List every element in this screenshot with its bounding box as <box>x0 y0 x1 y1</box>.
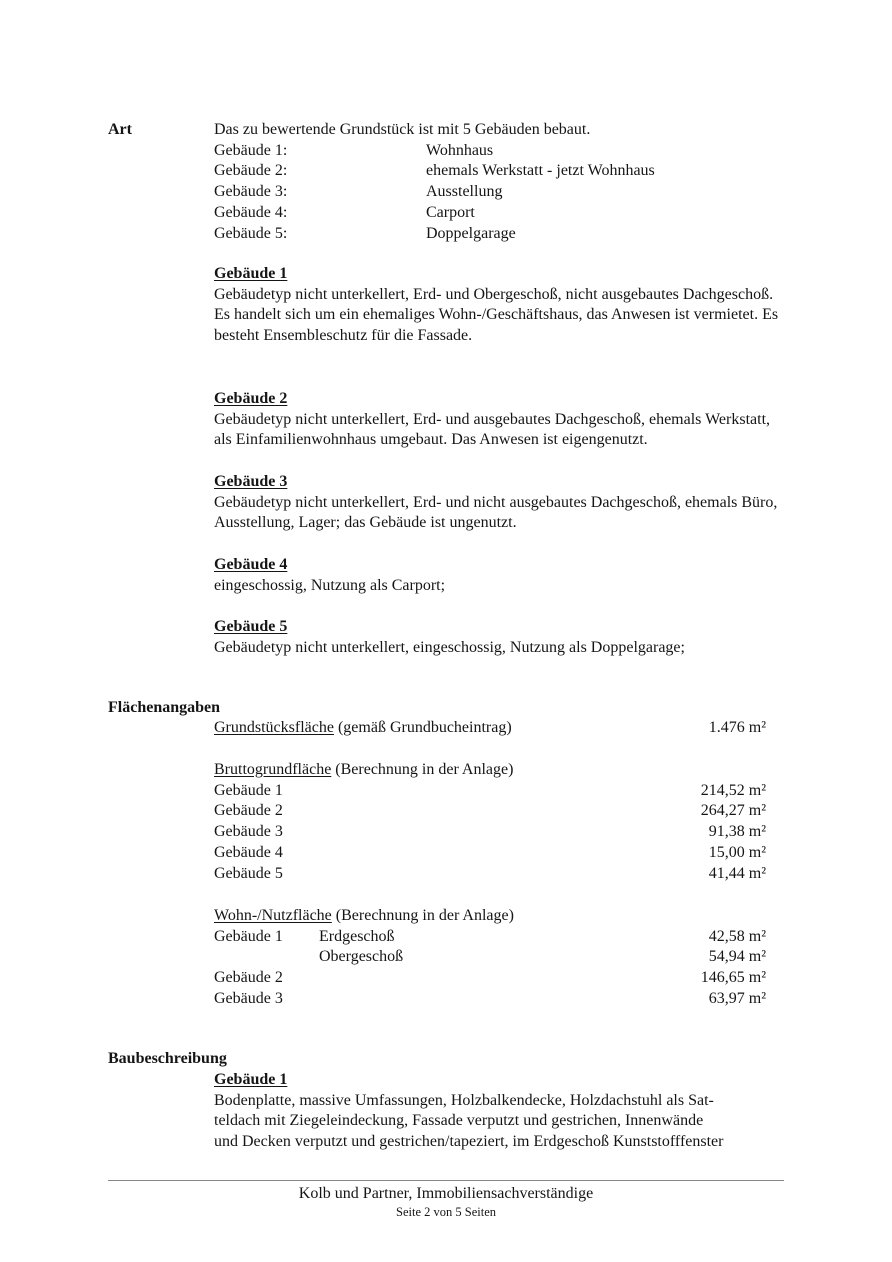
baubeschreibung-line: und Decken verputzt und gestrichen/tapeziert, im Erdgeschoß Kunststofffenster <box>214 1133 724 1150</box>
building-name: Gebäude 5: <box>214 225 288 242</box>
baubeschreibung-line: Bodenplatte, massive Umfassungen, Holzbalkendecke, Holzdachstuhl als Sat- <box>214 1092 714 1109</box>
table-row-value: 91,38 m² <box>708 823 766 840</box>
building-name: Gebäude 4: <box>214 204 288 221</box>
table-row-value: 63,97 m² <box>708 990 766 1007</box>
baubeschreibung-line: teldach mit Ziegeleindeckung, Fassade verputzt und gestrichen, Innenwände <box>214 1112 704 1129</box>
art-intro: Das zu bewertende Grundstück ist mit 5 Gebäuden bebaut. <box>214 121 591 138</box>
wohn-title-rest: (Berechnung in der Anlage) <box>331 907 514 924</box>
building-name: Gebäude 3: <box>214 183 288 200</box>
table-row-name: Gebäude 2 <box>214 969 283 986</box>
footer-page-number: Seite 2 von 5 Seiten <box>396 1205 496 1219</box>
table-row-floor: Erdgeschoß <box>319 928 395 945</box>
building-use: ehemals Werkstatt - jetzt Wohnhaus <box>426 162 655 179</box>
table-row-value: 264,27 m² <box>700 802 766 819</box>
table-row-value: 214,52 m² <box>700 782 766 799</box>
building-detail <box>214 555 786 596</box>
section-label-flaechen: Flächenangaben <box>108 699 221 716</box>
building-use: Carport <box>426 204 475 221</box>
grundstueck-label-underlined: Grundstücksfläche <box>214 719 334 736</box>
building-detail-title: Gebäude 3 <box>214 473 288 490</box>
grundstueck-value: 1.476 m² <box>708 719 766 736</box>
building-detail-title: Gebäude 1 <box>214 265 288 282</box>
table-row-name: Gebäude 3 <box>214 823 283 840</box>
table-row-name: Gebäude 1 <box>214 928 283 945</box>
grundstueck-label <box>214 717 512 738</box>
footer-company: Kolb und Partner, Immobiliensachverständige <box>298 1185 594 1202</box>
building-detail-title: Gebäude 4 <box>214 556 288 573</box>
grundstueck-label-rest: (gemäß Grundbucheintrag) <box>333 719 512 736</box>
wohn-title-underlined: Wohn-/Nutzfläche <box>214 907 332 924</box>
building-detail-text: Gebäudetyp nicht unterkellert, Erd- und ausgebautes Dachgeschoß, ehemals Werkstatt, als Einfamilienwohnhaus umgebaut. Das Anwesen ist eigengenutzt. <box>214 410 771 448</box>
building-detail <box>214 472 786 534</box>
building-detail <box>214 617 786 658</box>
table-row-name: Gebäude 5 <box>214 865 283 882</box>
baubeschreibung-title: Gebäude 1 <box>214 1071 288 1088</box>
building-name: Gebäude 2: <box>214 162 288 179</box>
table-row-value: 146,65 m² <box>700 969 766 986</box>
table-row-name: Gebäude 4 <box>214 844 283 861</box>
table-row-value: 41,44 m² <box>708 865 766 882</box>
building-detail-title: Gebäude 5 <box>214 618 288 635</box>
section-label-art: Art <box>108 121 132 138</box>
building-detail-text: Gebäudetyp nicht unterkellert, eingeschossig, Nutzung als Doppelgarage; <box>214 638 685 656</box>
brutto-title-underlined: Bruttogrundfläche <box>214 761 332 778</box>
brutto-title-rest: (Berechnung in der Anlage) <box>331 761 514 778</box>
building-use: Ausstellung <box>426 183 503 200</box>
building-use: Wohnhaus <box>426 142 494 159</box>
building-use: Doppelgarage <box>426 225 516 242</box>
table-row-name: Gebäude 1 <box>214 782 283 799</box>
table-row-name: Gebäude 2 <box>214 802 283 819</box>
table-row-value: 15,00 m² <box>708 844 766 861</box>
building-name: Gebäude 1: <box>214 142 288 159</box>
table-row-floor: Obergeschoß <box>319 948 404 965</box>
building-detail-text: eingeschossig, Nutzung als Carport; <box>214 576 446 594</box>
brutto-title <box>214 759 513 780</box>
table-row-value: 42,58 m² <box>708 928 766 945</box>
building-detail-text: Gebäudetyp nicht unterkellert, Erd- und nicht ausgebautes Dachgeschoß, ehemals Büro, Ausstellung, Lager; das Gebäude ist ungenutzt. <box>214 493 778 531</box>
footer-divider <box>108 1180 784 1181</box>
section-label-baubeschreibung: Baubeschreibung <box>108 1050 227 1067</box>
wohn-title <box>214 905 514 926</box>
building-detail <box>214 264 786 346</box>
building-detail-text: Gebäudetyp nicht unterkellert, Erd- und Obergeschoß, nicht ausgebautes Dachgeschoß. Es handelt sich um ein ehemaliges Wohn-/Geschäftshaus, das Anwesen ist vermietet. Es besteht Ensembleschutz für die Fassade. <box>214 285 779 344</box>
table-row-value: 54,94 m² <box>708 948 766 965</box>
building-detail <box>214 389 786 451</box>
table-row-name: Gebäude 3 <box>214 990 283 1007</box>
building-detail-title: Gebäude 2 <box>214 390 288 407</box>
